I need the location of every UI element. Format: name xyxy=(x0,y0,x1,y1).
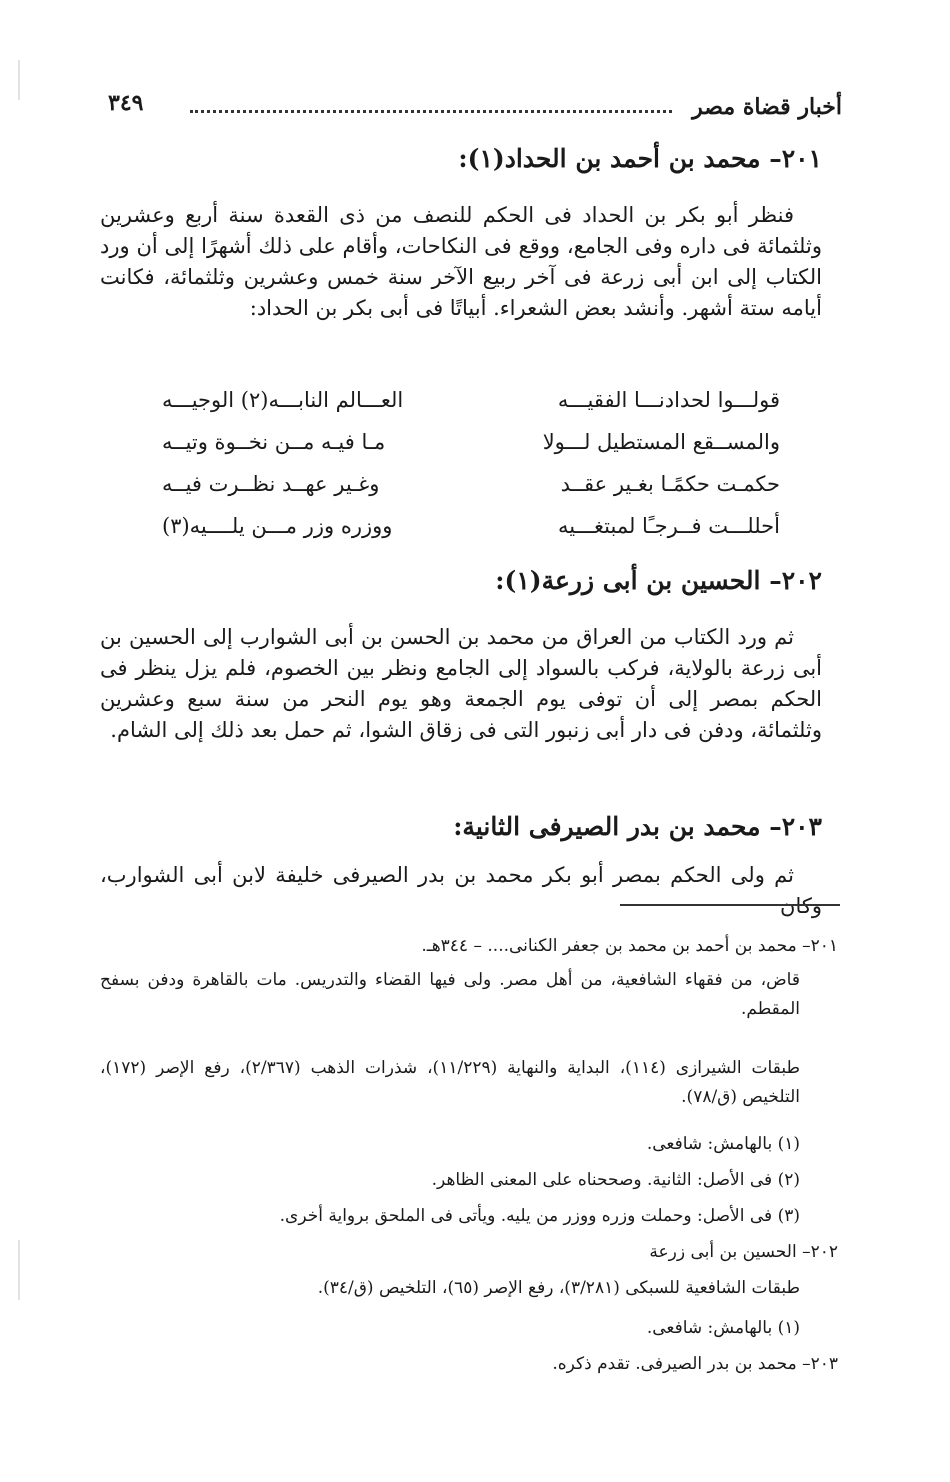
footnote-201-note-3: (٣) فى الأصل: وحملت وزره ووزر من يليه. ويأتى فى الملحق برواية أخرى. xyxy=(279,1206,800,1226)
footnote-202-sources: طبقات الشافعية للسبكى (٣/٢٨١)، رفع الإصر (٦٥)، التلخيص (ق/٣٤). xyxy=(317,1278,800,1298)
scan-edge-mark xyxy=(18,1240,20,1300)
verse-2-second-hemistich: مـا فيـه مــن نخــوة وتيــه xyxy=(162,430,386,454)
entry-paragraph-202: ثم ورد الكتاب من العراق من محمد بن الحسن بن أبى الشوارب إلى الحسين بن أبى زرعة بالولاية، فركب بالسواد إلى الجامع ونظر بين الخصوم، فلم يزل ينظر فى الحكم بمصر إلى أن توفى يوم الجمعة وهو يوم النحر من سنة سبع وعشرين وثلثمائة، ودفن فى دار أبى زنبور التى فى زقاق الشوا، ثم حمل بعد ذلك إلى الشام. xyxy=(100,625,822,742)
footnote-201-note-2: (٢) فى الأصل: الثانية. وصححناه على المعنى الظاهر. xyxy=(431,1170,800,1190)
verse-3-second-hemistich: وغـير عهــد نظــرت فيــه xyxy=(162,472,380,496)
footnote-201-title: ٢٠١– محمد بن أحمد بن محمد بن جعفر الكنانى.... – ٣٤٤هـ. xyxy=(421,936,838,956)
running-title: أخبار قضاة مصر xyxy=(692,94,842,120)
footnote-201-sources: طبقات الشيرازى (١١٤)، البداية والنهاية (١١/٢٢٩)، شذرات الذهب (٢/٣٦٧)، رفع الإصر (١٧٢)، التلخيص (ق/٧٨). xyxy=(100,1058,801,1107)
verse-4-first-hemistich: أحللـــت فــرجـًا لمبتغـــيه xyxy=(557,514,780,538)
scan-edge-mark xyxy=(18,60,20,100)
entry-heading-201: ٢٠١– محمد بن أحمد بن الحداد(١): xyxy=(458,144,822,173)
footnote-202-note-1: (١) بالهامش: شافعى. xyxy=(646,1318,800,1338)
running-header xyxy=(108,86,842,128)
entry-paragraph-203: ثم ولى الحكم بمصر أبو بكر محمد بن بدر الصيرفى خليفة لابن أبى الشوارب، وكان xyxy=(100,863,822,918)
entry-heading-203: ٢٠٣– محمد بن بدر الصيرفى الثانية: xyxy=(453,812,822,841)
verse-1-first-hemistich: قولـــوا لحدادنـــا الفقيـــه xyxy=(557,388,780,412)
footnote-separator xyxy=(620,904,840,906)
entry-heading-202: ٢٠٢– الحسين بن أبى زرعة(١): xyxy=(495,566,822,595)
page-number: ٣٤٩ xyxy=(108,90,144,116)
leader-dots xyxy=(190,110,672,113)
entry-paragraph-201: فنظر أبو بكر بن الحداد فى الحكم للنصف من ذى القعدة سنة أربع وعشرين وثلثمائة فى داره وفى الجامع، ووقع فى النكاحات، وأقام على ذلك أشهرًا إلى أن ورد الكتاب إلى ابن أبى زرعة فى آخر ربيع الآخر سنة خمس وعشرين وثلثمائة، فكانت أيامه ستة أشهر. وأنشد بعض الشعراء. أبياتًا فى أبى بكر بن الحداد: xyxy=(100,203,822,320)
verse-2-first-hemistich: والمســقع المستطيل لـــولا xyxy=(542,430,780,454)
footnote-201-note-1: (١) بالهامش: شافعى. xyxy=(646,1134,800,1154)
footnote-203-title: ٢٠٣– محمد بن بدر الصيرفى. تقدم ذكره. xyxy=(552,1354,838,1374)
verse-1-second-hemistich: العـــالم النابـــه(٢) الوجيـــه xyxy=(162,388,404,412)
footnote-202-title: ٢٠٢– الحسين بن أبى زرعة xyxy=(649,1242,838,1262)
footnote-201-bio: قاض، من فقهاء الشافعية، من أهل مصر. ولى فيها القضاء والتدريس. مات بالقاهرة ودفن بسفح المقطم. xyxy=(100,970,800,1019)
verse-3-first-hemistich: حكمـت حكمًـا بغـير عقــد xyxy=(560,472,780,496)
verse-4-second-hemistich: ووزره وزر مـــن يلــــيه(٣) xyxy=(162,514,393,538)
